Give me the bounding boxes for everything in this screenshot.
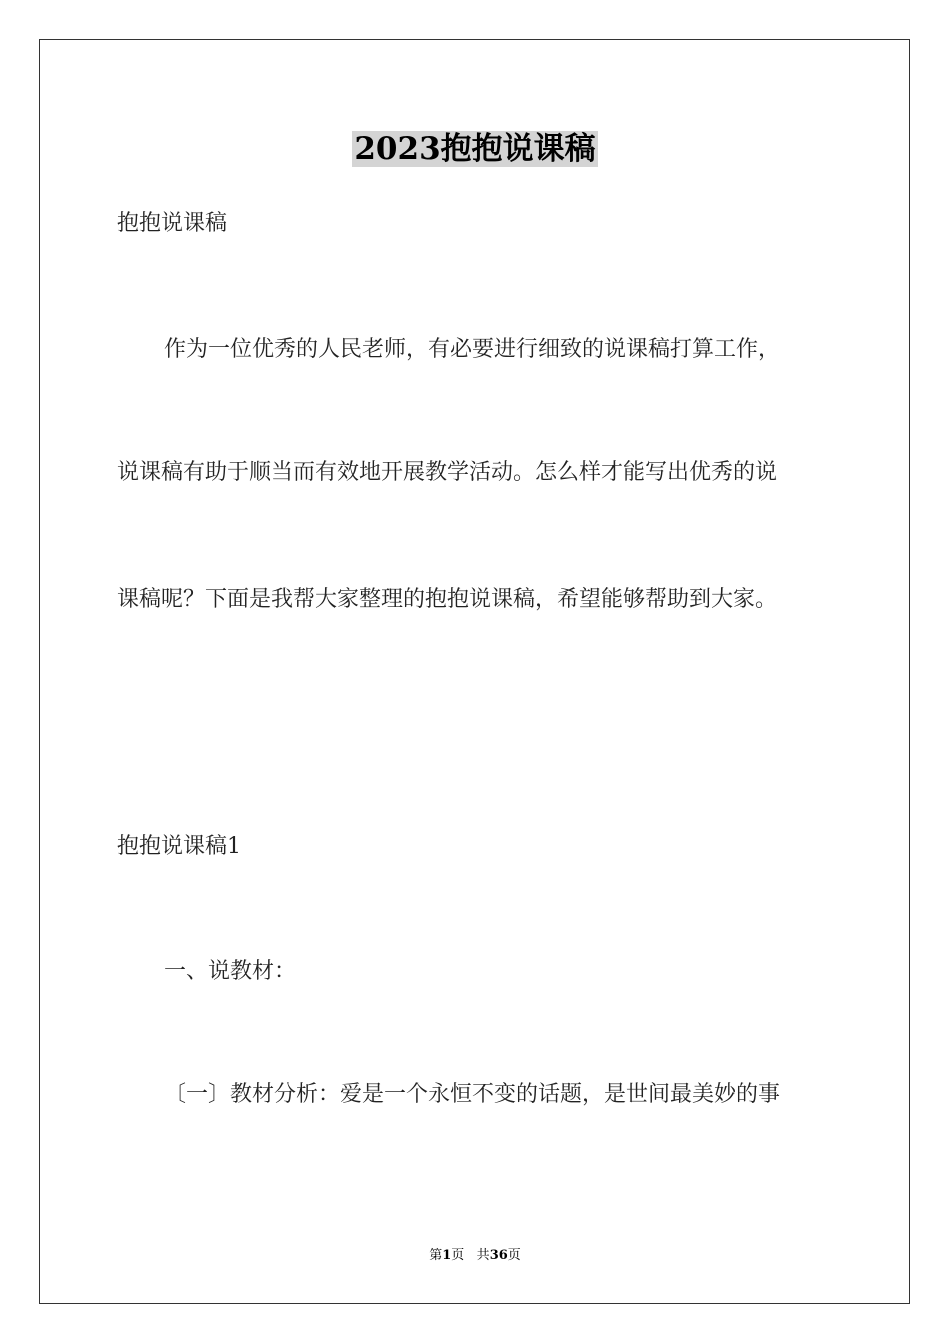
footer-page-number: 1 [442,1248,452,1263]
document-title [0,126,950,172]
paragraph-line-1: 作为一位优秀的人民老师，有必要进行细致的说课稿打算工作， [164,337,781,362]
document-title-text: 2023抱抱说课稿 [354,131,596,167]
subsection-heading: 一、说教材： [164,959,297,984]
footer-total-suffix: 页 [507,1248,521,1263]
paragraph-line-3: 课稿呢？下面是我帮大家整理的抱抱说课稿，希望能够帮助到大家。 [117,587,778,612]
page-footer [0,1246,950,1266]
footer-page-suffix: 页 [451,1248,465,1263]
footer-total-pages: 36 [489,1248,508,1263]
document-subtitle: 抱抱说课稿 [117,211,228,236]
footer-page-prefix: 第 [429,1248,443,1263]
footer-total-prefix: 共 [476,1248,490,1263]
body-line: 〔一〕教材分析：爱是一个永恒不变的话题，是世间最美妙的事 [164,1082,781,1107]
section-heading: 抱抱说课稿1 [117,834,241,859]
paragraph-line-2: 说课稿有助于顺当而有效地开展教学活动。怎么样才能写出优秀的说 [117,460,778,485]
